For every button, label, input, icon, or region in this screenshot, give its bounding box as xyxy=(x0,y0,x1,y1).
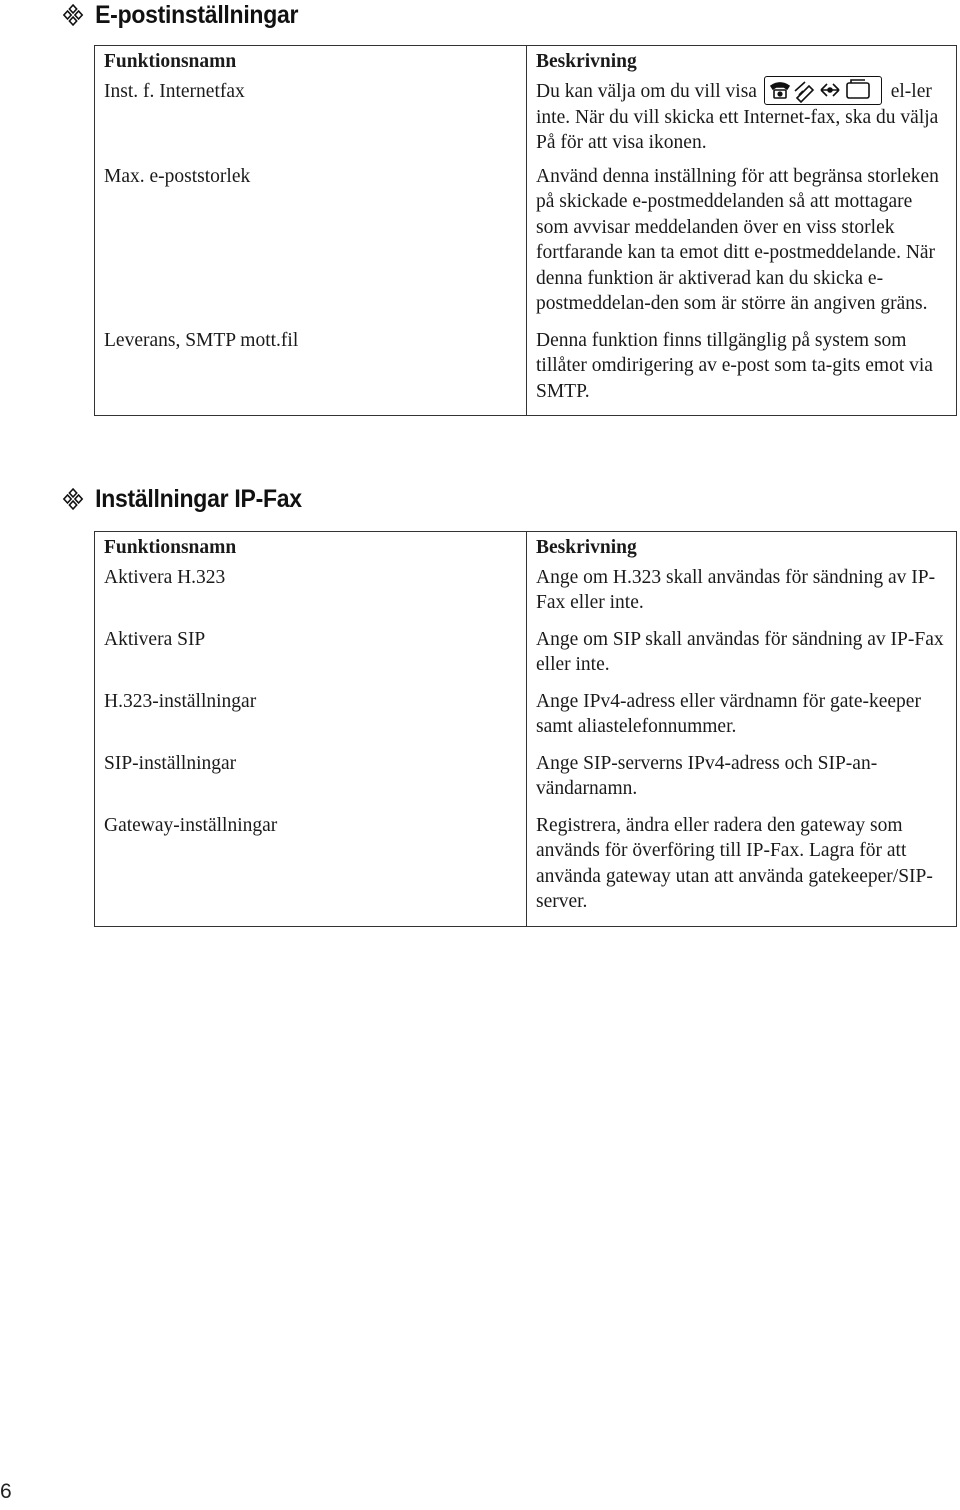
diamond-bullet-icon xyxy=(62,487,84,511)
email-settings-table xyxy=(94,45,957,416)
description-cell: Registrera, ändra eller radera den gateway som används för överföring till IP-Fax. Lagra för att använda gateway utan att använda gatekeeper/SIP-server. xyxy=(527,813,957,927)
function-name-cell: Inst. f. Internetfax xyxy=(95,79,527,164)
description-text: Du kan välja om du vill visa xyxy=(536,80,757,102)
column-header-description: Beskrivning xyxy=(527,532,957,565)
function-name-cell: Leverans, SMTP mott.fil xyxy=(95,328,527,416)
fax-email-icons xyxy=(764,76,882,105)
function-name-cell: Aktivera SIP xyxy=(95,627,527,689)
table-row xyxy=(95,565,957,627)
table-row xyxy=(95,164,957,328)
ip-fax-settings-table xyxy=(94,531,957,927)
section-heading-email-settings xyxy=(62,0,298,30)
function-name-cell: Max. e-poststorlek xyxy=(95,164,527,328)
column-header-function-name: Funktionsnamn xyxy=(95,46,527,79)
description-cell: Ange om SIP skall användas för sändning av IP-Fax eller inte. xyxy=(527,627,957,689)
table-row xyxy=(95,627,957,689)
table-header-row xyxy=(95,532,957,565)
section-title: E-postinställningar xyxy=(95,0,299,29)
description-cell xyxy=(527,79,957,164)
column-header-description: Beskrivning xyxy=(527,46,957,79)
description-text: el-ler inte. När du vill skicka ett Internet-fax, ska du välja På för att visa ikonen. xyxy=(536,80,939,154)
function-name-cell: SIP-inställningar xyxy=(95,751,527,813)
page-number: 6 xyxy=(0,1480,12,1503)
description-cell: Ange IPv4-adress eller värdnamn för gate-keeper samt aliastelefonnummer. xyxy=(527,689,957,751)
table-row xyxy=(95,813,957,927)
function-name-cell: Gateway-inställningar xyxy=(95,813,527,927)
function-name-cell: Aktivera H.323 xyxy=(95,565,527,627)
column-header-function-name: Funktionsnamn xyxy=(95,532,527,565)
table-row xyxy=(95,328,957,416)
table-row xyxy=(95,79,957,164)
description-cell: Använd denna inställning för att begränsa storleken på skickade e-postmeddelanden så att mottagare som avvisar meddelanden över en viss storlek fortfarande kan ta emot ditt e-postmeddelande. När denna funktion är aktiverad kan du skicka e-postmeddelan-den som är större än angiven gräns. xyxy=(527,164,957,328)
function-name-cell: H.323-inställningar xyxy=(95,689,527,751)
section-heading-ip-fax-settings xyxy=(62,484,302,514)
description-cell: Denna funktion finns tillgänglig på system som tillåter omdirigering av e-post som ta-gits emot via SMTP. xyxy=(527,328,957,416)
table-row xyxy=(95,689,957,751)
diamond-bullet-icon xyxy=(62,3,84,27)
table-row xyxy=(95,751,957,813)
section-title: Inställningar IP-Fax xyxy=(95,484,302,513)
description-cell: Ange om H.323 skall användas för sändning av IP-Fax eller inte. xyxy=(527,565,957,627)
table-header-row xyxy=(95,46,957,79)
description-cell: Ange SIP-serverns IPv4-adress och SIP-an-vändarnamn. xyxy=(527,751,957,813)
